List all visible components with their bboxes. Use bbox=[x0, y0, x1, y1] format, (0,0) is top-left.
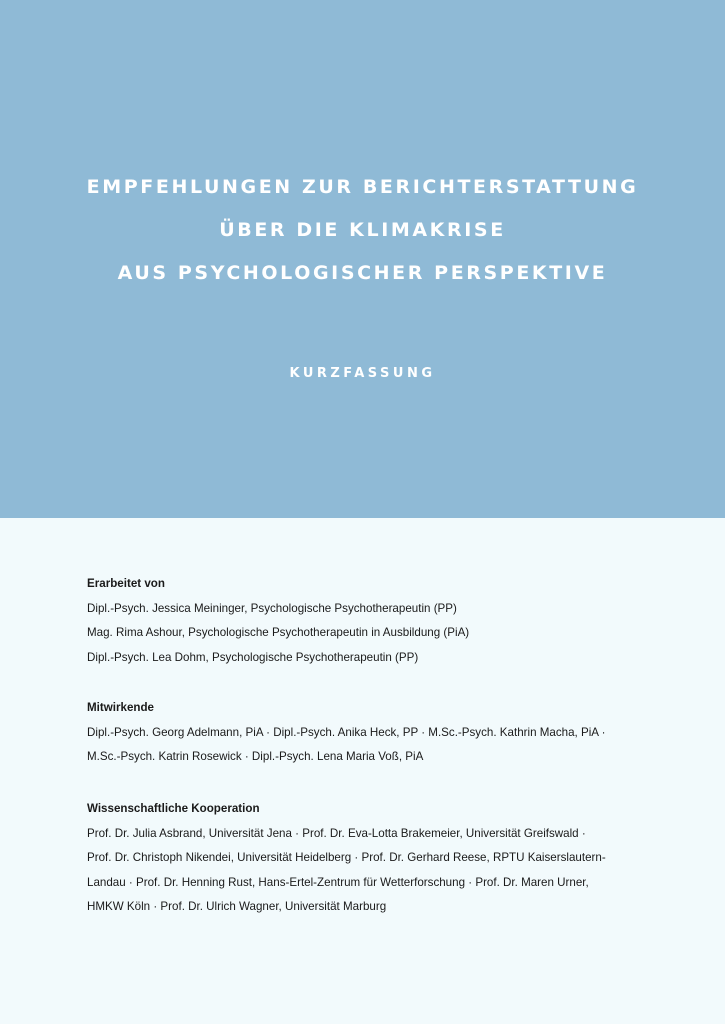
author-line: Dipl.-Psych. Lea Dohm, Psychologische Psychotherapeutin (PP) bbox=[87, 650, 419, 664]
section-heading: Wissenschaftliche Kooperation bbox=[87, 802, 260, 815]
section-heading: Erarbeitet von bbox=[87, 577, 165, 590]
title-line: AUS PSYCHOLOGISCHER PERSPEKTIVE bbox=[117, 262, 608, 284]
contributor-line: M.Sc.-Psych. Katrin Rosewick · Dipl.-Psych. Lena Maria Voß, PiA bbox=[87, 750, 424, 764]
section-authors bbox=[87, 577, 647, 670]
cooperation-line: Prof. Dr. Julia Asbrand, Universität Jena · Prof. Dr. Eva-Lotta Brakemeier, Universität Greifswald · bbox=[87, 827, 586, 840]
author-line: Dipl.-Psych. Jessica Meininger, Psychologische Psychotherapeutin (PP) bbox=[87, 602, 457, 615]
cooperation-line: Landau · Prof. Dr. Henning Rust, Hans-Ertel-Zentrum für Wetterforschung · Prof. Dr. Maren Urner, bbox=[87, 875, 589, 889]
section-heading: Mitwirkende bbox=[87, 701, 154, 714]
document-title bbox=[0, 166, 725, 295]
contributor-line: Dipl.-Psych. Georg Adelmann, PiA · Dipl.-Psych. Anika Heck, PP · M.Sc.-Psych. Kathrin Macha, PiA · bbox=[87, 726, 606, 739]
cooperation-line: Prof. Dr. Christoph Nikendei, Universität Heidelberg · Prof. Dr. Gerhard Reese, RPTU Kaiserslautern- bbox=[87, 851, 606, 865]
title-line: ÜBER DIE KLIMAKRISE bbox=[219, 219, 506, 241]
section-contributors bbox=[87, 701, 647, 770]
title-line: EMPFEHLUNGEN ZUR BERICHTERSTATTUNG bbox=[86, 176, 639, 198]
document-subtitle: KURZFASSUNG bbox=[289, 366, 436, 381]
author-line: Mag. Rima Ashour, Psychologische Psychotherapeutin in Ausbildung (PiA) bbox=[87, 626, 470, 640]
section-cooperation bbox=[87, 802, 647, 919]
cooperation-line: HMKW Köln · Prof. Dr. Ulrich Wagner, Universität Marburg bbox=[87, 899, 387, 913]
